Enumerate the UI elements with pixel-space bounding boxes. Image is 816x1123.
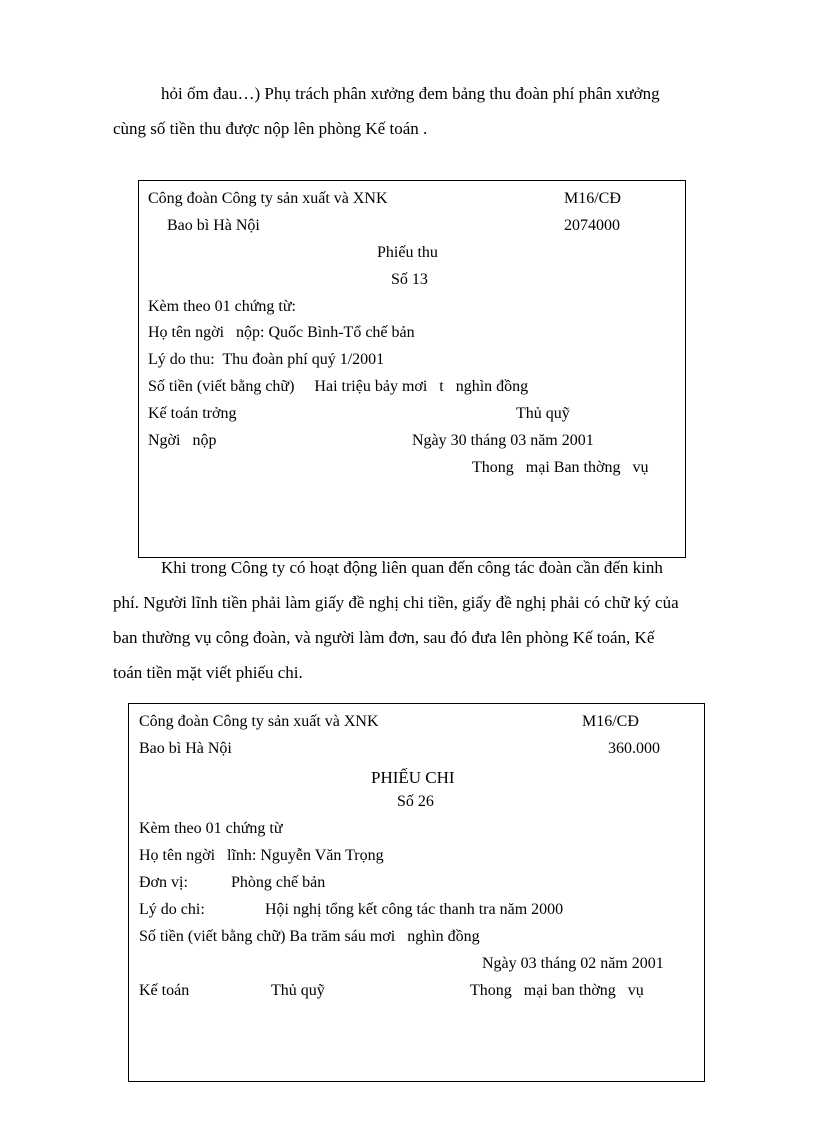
receipt-reason: Lý do thu: Thu đoàn phí quý 1/2001 bbox=[148, 351, 385, 368]
payment-form bbox=[128, 703, 705, 1082]
middle-line-1: Khi trong Công ty có hoạt động liên quan đến công tác đoàn cần đến kinh bbox=[161, 558, 663, 577]
receipt-title: Phiếu thu bbox=[377, 244, 438, 261]
payment-amount-words: Số tiền (viết bằng chữ) Ba trăm sáu mơi nghìn đồng bbox=[139, 928, 480, 945]
receipt-date: Ngày 30 tháng 03 năm 2001 bbox=[412, 432, 594, 449]
payment-title: PHIẾU CHI bbox=[371, 768, 455, 787]
intro-paragraph bbox=[113, 76, 740, 146]
payment-reason-value: Hội nghị tổng kết công tác thanh tra năm 2000 bbox=[265, 901, 564, 918]
receipt-signer: Thong mại Ban thờng vụ bbox=[472, 459, 649, 476]
payment-form-code: M16/CĐ bbox=[582, 713, 639, 730]
receipt-form bbox=[138, 180, 686, 558]
payment-amount: 360.000 bbox=[608, 740, 660, 757]
payment-unit-value: Phòng chế bản bbox=[231, 874, 326, 891]
payment-attached: Kèm theo 01 chứng từ bbox=[139, 820, 283, 837]
payment-cashier: Thủ quỹ bbox=[271, 982, 325, 999]
receipt-org-line-1: Công đoàn Công ty sản xuất và XNK bbox=[148, 190, 388, 207]
receipt-amount-words: Số tiền (viết bằng chữ) Hai triệu bảy mơi t nghìn đồng bbox=[148, 378, 529, 395]
middle-paragraph bbox=[113, 550, 740, 690]
receipt-accountant: Kế toán trởng bbox=[148, 405, 237, 422]
middle-line-4: toán tiền mặt viết phiếu chi. bbox=[113, 663, 303, 682]
middle-line-3: ban thường vụ công đoàn, và người làm đơn, sau đó đưa lên phòng Kế toán, Kế bbox=[113, 628, 655, 647]
payment-org-line-1: Công đoàn Công ty sản xuất và XNK bbox=[139, 713, 379, 730]
payment-date: Ngày 03 tháng 02 năm 2001 bbox=[482, 955, 664, 972]
payment-receiver: Họ tên ngời lĩnh: Nguyễn Văn Trọng bbox=[139, 847, 384, 864]
receipt-org-line-2: Bao bì Hà Nội bbox=[167, 217, 260, 234]
payment-reason-label: Lý do chi: bbox=[139, 901, 205, 918]
receipt-amount: 2074000 bbox=[564, 217, 620, 234]
payment-number: Số 26 bbox=[397, 793, 434, 810]
receipt-submitter: Ngời nộp bbox=[148, 432, 217, 449]
payment-signer: Thong mại ban thờng vụ bbox=[470, 982, 644, 999]
receipt-cashier: Thủ quỹ bbox=[516, 405, 570, 422]
receipt-form-code: M16/CĐ bbox=[564, 190, 621, 207]
receipt-number: Số 13 bbox=[391, 271, 428, 288]
intro-line-2: cùng số tiền thu được nộp lên phòng Kế toán . bbox=[113, 119, 428, 138]
payment-org-line-2: Bao bì Hà Nội bbox=[139, 740, 232, 757]
payment-unit-label: Đơn vị: bbox=[139, 874, 188, 891]
intro-line-1: hỏi ốm đau…) Phụ trách phân xưởng đem bảng thu đoàn phí phân xưởng bbox=[161, 84, 660, 103]
receipt-payer: Họ tên ngời nộp: Quốc Bình-Tổ chế bản bbox=[148, 324, 415, 341]
payment-accountant: Kế toán bbox=[139, 982, 190, 999]
receipt-attached: Kèm theo 01 chứng từ: bbox=[148, 298, 296, 315]
middle-line-2: phí. Người lĩnh tiền phải làm giấy đề nghị chi tiền, giấy đề nghị phải có chữ ký của bbox=[113, 593, 679, 612]
